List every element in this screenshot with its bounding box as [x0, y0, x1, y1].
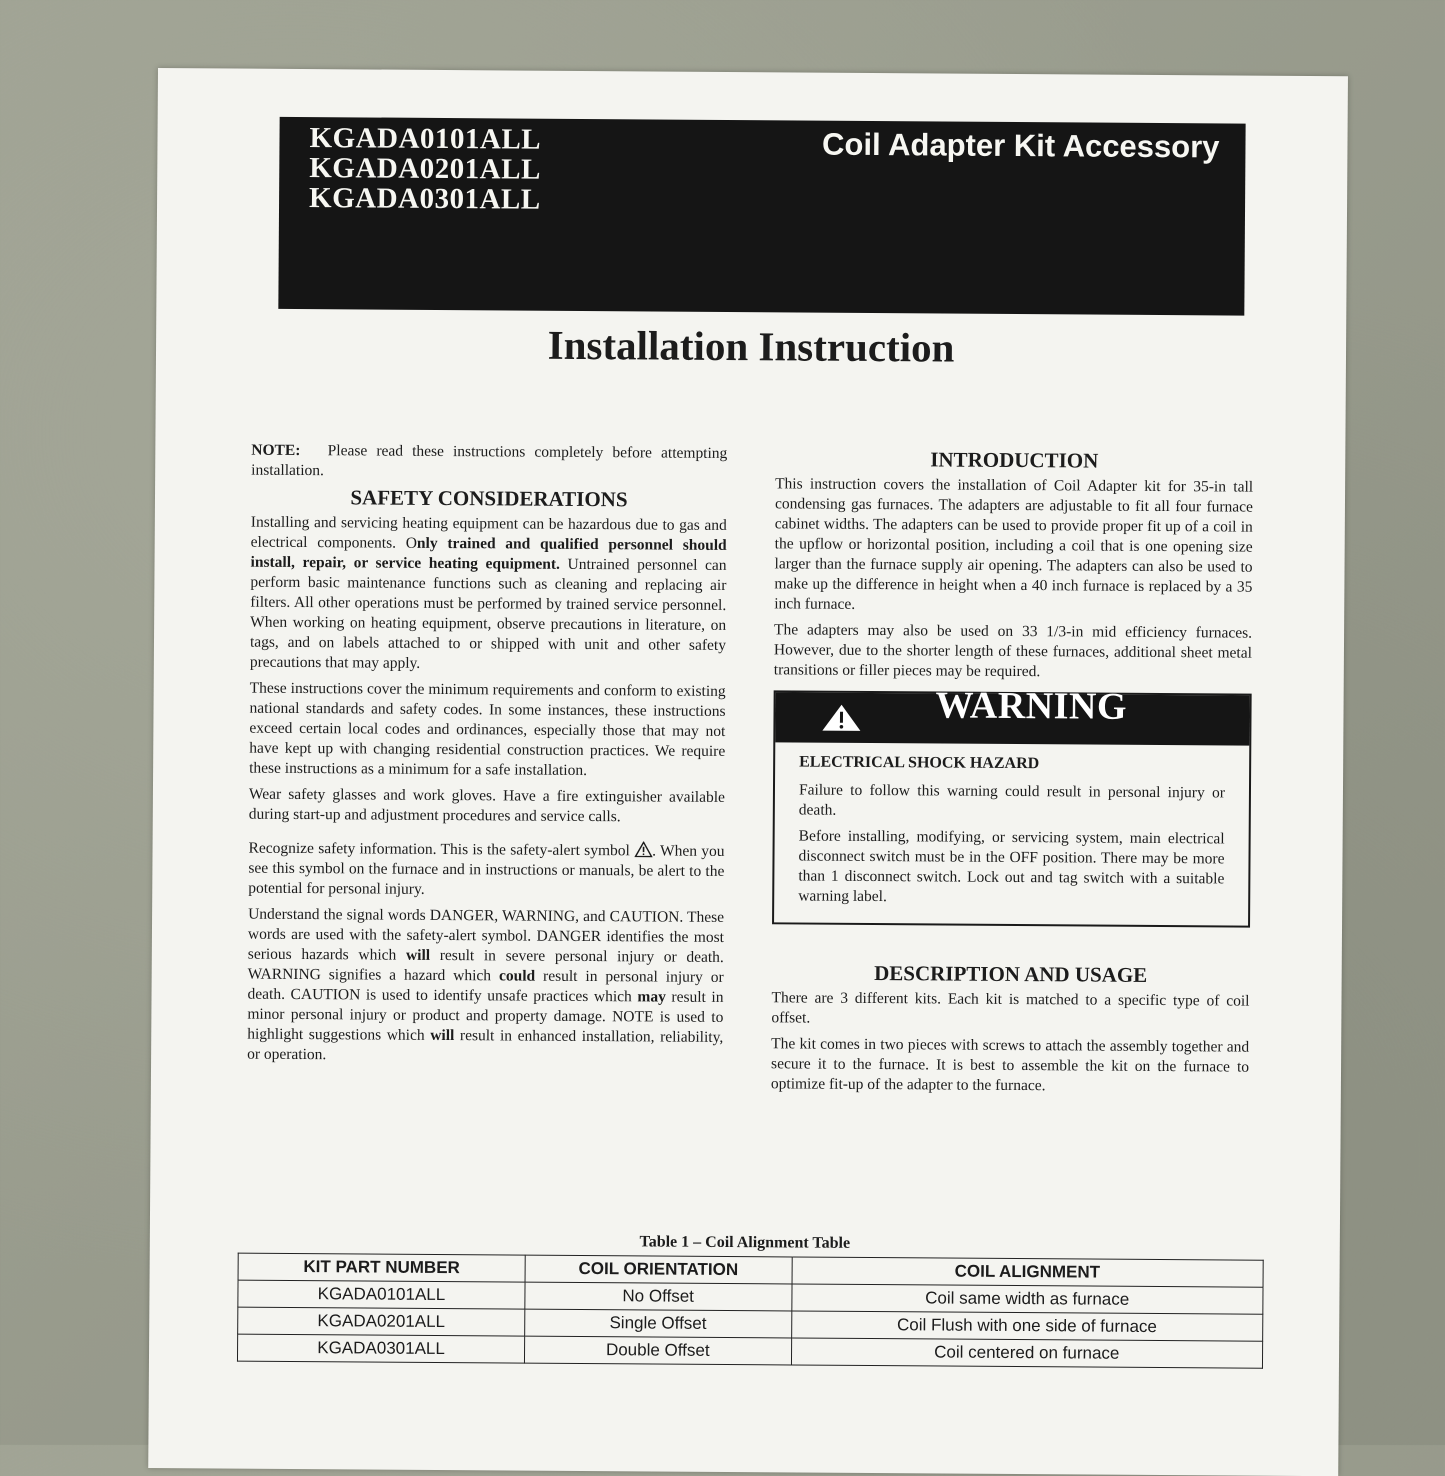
table-cell: No Offset — [525, 1282, 792, 1311]
text-run: result in minor personal injury or product and property damage. NOTE is used to highlight suggestions which — [247, 989, 723, 1044]
text-run: Untrained personnel can perform basic maintenance functions such as cleaning and replacing air filters. All other operations must be performed by trained service personnel. When working on heating equipment, observe precautions in literature, on tags, and on labels attached to or shipped with unit and other safety precautions that may apply. — [250, 556, 727, 672]
safety-paragraph-2: These instructions cover the minimum requirements and conform to existing national standards and safety codes. In some instances, these instructions exceed certain local codes and ordinances, especially those that may not have kept up with changing residential construction practices. We require these instructions as a minimum for a safe installation. — [249, 679, 726, 782]
table-cell: KGADA0101ALL — [238, 1280, 525, 1309]
left-column — [247, 441, 727, 1074]
text-run: Recognize safety information. This is the safety-alert symbol — [248, 840, 629, 860]
safety-paragraph-1 — [250, 513, 727, 676]
header-title: Coil Adapter Kit Accessory — [822, 127, 1220, 166]
safety-paragraph-3: Wear safety glasses and work gloves. Have a fire extinguisher available during start-up and adjustment procedures and service calls. — [249, 785, 725, 828]
introduction-paragraph-1: This instruction covers the installation of Coil Adapter kit for 35-in tall condensing gas furnaces. The adapters are adjustable to fit all four furnace cabinet widths. The adapters can be used to provide proper fit up of a coil in the upflow or horizontal position, including a coil that is one opening size larger than the furnace supply air opening. The adapters can also be used to make up the difference in height when a 40 inch furnace is replaced by a 35 inch furnace. — [774, 474, 1253, 617]
warning-paragraph-2: Before installing, modifying, or servicing system, main electrical disconnect switch must be in the OFF position. There may be more than 1 disconnect switch. Lock out and tag switch with a suitable warning label. — [798, 826, 1225, 909]
table-cell: KGADA0301ALL — [237, 1334, 524, 1363]
column-header: KIT PART NUMBER — [238, 1253, 525, 1282]
bold-run: will — [406, 947, 430, 964]
text-run: Understand the signal words DANGER, WARNING, and CAUTION. These words are used with the safety-alert symbol. DANGER identifies the most serious hazards which — [248, 906, 724, 964]
safety-alert-icon — [634, 841, 652, 857]
description-paragraph-2: The kit comes in two pieces with screws to attach the assembly together and secure it to the furnace. It is best to assemble the kit on the furnace to optimize fit-up of the adapter to the furnace. — [771, 1034, 1249, 1097]
text-run: result in enhanced installation, reliability, or operation. — [247, 1027, 723, 1063]
safety-paragraph-4 — [248, 839, 724, 902]
safety-paragraph-5 — [247, 905, 724, 1068]
header-band — [278, 117, 1245, 316]
table-cell: Single Offset — [525, 1309, 792, 1338]
coil-alignment-table — [237, 1253, 1264, 1369]
table-cell: Coil centered on furnace — [791, 1338, 1263, 1368]
warning-triangle-icon — [821, 704, 861, 732]
description-heading: DESCRIPTION AND USAGE — [772, 962, 1250, 985]
note-text: Please read these instructions completely before attempting installation. — [251, 442, 727, 479]
bold-run: may — [637, 988, 666, 1005]
text-run: result in personal injury or death. CAUTION is used to identify unsafe practices which — [247, 968, 723, 1006]
note-paragraph — [251, 441, 727, 484]
column-header: COIL ALIGNMENT — [792, 1257, 1264, 1287]
warning-box — [772, 690, 1252, 927]
warning-word: WARNING — [935, 695, 1127, 716]
warning-subheading: ELECTRICAL SHOCK HAZARD — [799, 752, 1225, 775]
part-number-3: KGADA0301ALL — [309, 183, 541, 215]
column-header: COIL ORIENTATION — [525, 1255, 792, 1284]
bold-run: nly trained and qualified personnel should install, repair, or service heating equipment. — [250, 535, 726, 573]
introduction-paragraph-2: The adapters may also be used on 33 1/3-in mid efficiency furnaces. However, due to the shorter length of these furnaces, additional sheet metal transitions or filler pieces may be required. — [774, 620, 1252, 683]
table-cell: Coil Flush with one side of furnace — [791, 1311, 1263, 1341]
introduction-heading: INTRODUCTION — [775, 448, 1253, 471]
part-number-2: KGADA0201ALL — [309, 153, 541, 185]
text-run: result in severe personal injury or death. WARNING signifies a hazard which — [248, 947, 724, 984]
instruction-sheet — [148, 68, 1348, 1476]
warning-body — [774, 742, 1249, 925]
description-paragraph-1: There are 3 different kits. Each kit is matched to a specific type of coil offset. — [771, 988, 1249, 1031]
text-run: Installing and servicing heating equipment can be hazardous due to gas and electrical components. O — [251, 514, 727, 552]
table-cell: Coil same width as furnace — [791, 1284, 1263, 1314]
warning-header — [775, 692, 1249, 745]
table-cell: Double Offset — [524, 1336, 791, 1365]
bold-run: could — [499, 967, 535, 984]
bold-run: will — [430, 1027, 454, 1044]
text-run: . When you see this symbol on the furnace and in instructions or manuals, be alert to the potential for personal injury. — [248, 842, 724, 897]
right-column — [771, 444, 1254, 1103]
document-title: Installation Instruction — [156, 318, 1346, 374]
table-cell: KGADA0201ALL — [238, 1307, 525, 1336]
warning-paragraph-1: Failure to follow this warning could result in personal injury or death. — [799, 780, 1225, 823]
part-number-1: KGADA0101ALL — [309, 123, 541, 155]
table-caption: Table 1 – Coil Alignment Table — [150, 1230, 1340, 1256]
note-label: NOTE: — [251, 442, 300, 459]
safety-heading: SAFETY CONSIDERATIONS — [251, 487, 727, 510]
table-row — [237, 1334, 1262, 1368]
